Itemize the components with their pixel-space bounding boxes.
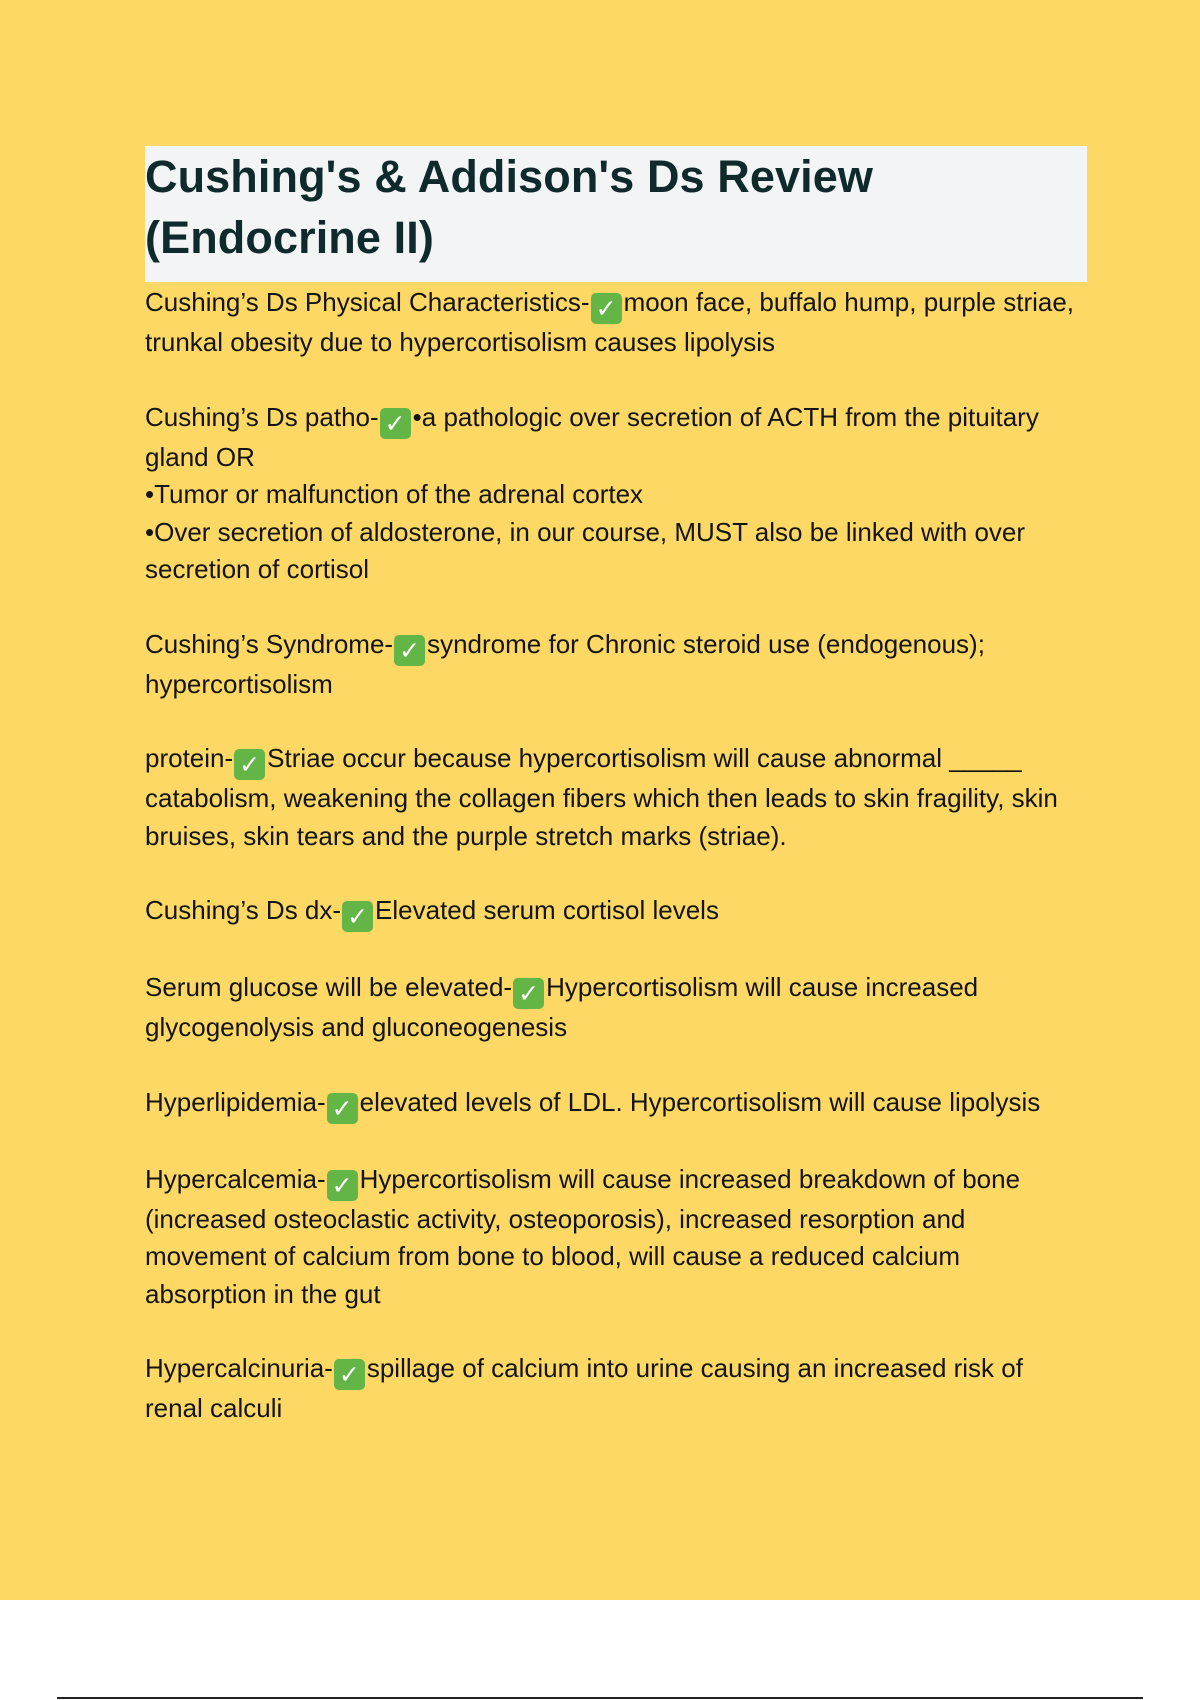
qa-term: Hypercalcemia- <box>145 1163 326 1194</box>
qa-list <box>145 284 1087 1428</box>
qa-item <box>145 284 1087 362</box>
qa-term: Hypercalcinuria- <box>145 1353 333 1383</box>
qa-answer: Hypercortisolism will cause increased glycogenolysis and gluconeogenesis <box>145 972 979 1042</box>
qa-bullet-line: •Over secretion of aldosterone, in our course, MUST also be linked with over secretion of cortisol <box>145 516 1026 584</box>
qa-term: Hyperlipidemia- <box>145 1086 326 1117</box>
qa-item <box>145 399 1087 589</box>
qa-term: Serum glucose will be elevated- <box>145 972 513 1002</box>
title-box <box>145 146 1087 282</box>
qa-answer: spillage of calcium into urine causing an increased risk of renal calculi <box>145 1353 1023 1423</box>
check-icon: ✓ <box>394 635 425 666</box>
qa-answer: elevated levels of LDL. Hypercortisolism will cause lipolysis <box>359 1086 1041 1117</box>
check-icon: ✓ <box>342 901 373 932</box>
qa-answer: moon face, buffalo hump, purple striae, trunkal obesity due to hypercortisolism causes lipolysis <box>145 287 1075 357</box>
qa-answer: Elevated serum cortisol levels <box>375 895 719 925</box>
qa-answer: syndrome for Chronic steroid use (endogenous); hypercortisolism <box>145 628 985 699</box>
qa-answer: •a pathologic over secretion of ACTH from the pituitary gland OR <box>145 401 1039 472</box>
qa-item <box>145 892 1087 932</box>
qa-item <box>145 1084 1087 1124</box>
check-icon: ✓ <box>380 408 411 439</box>
qa-term: protein- <box>145 743 234 773</box>
qa-bullet-line: •Tumor or malfunction of the adrenal cortex <box>145 479 644 509</box>
page-divider <box>57 1697 1143 1699</box>
qa-item <box>145 626 1087 704</box>
check-icon: ✓ <box>327 1170 358 1201</box>
qa-item <box>145 1161 1087 1314</box>
qa-item <box>145 740 1087 855</box>
document-title <box>145 146 1083 268</box>
qa-term: Cushing’s Ds dx- <box>145 895 342 925</box>
qa-item <box>145 1350 1087 1428</box>
qa-answer: Hypercortisolism will cause increased breakdown of bone (increased osteoclastic activity, osteoporosis), increased resorption and movement of calcium from bone to blood, will cause a reduced calcium absorption in the gut <box>145 1163 1021 1309</box>
qa-term: Cushing’s Syndrome- <box>145 628 394 659</box>
qa-answer: Striae occur because hypercortisolism will cause abnormal _____ catabolism, weakening the collagen fibers which then leads to skin fragility, skin bruises, skin tears and the purple stretch marks (striae). <box>145 743 1058 851</box>
qa-term: Cushing’s Ds patho- <box>145 401 379 432</box>
check-icon: ✓ <box>513 978 544 1009</box>
title-line-1: Cushing's & Addison's Ds Review <box>145 151 873 202</box>
qa-item <box>145 969 1087 1047</box>
check-icon: ✓ <box>327 1093 358 1124</box>
qa-term: Cushing’s Ds Physical Characteristics- <box>145 287 590 317</box>
check-icon: ✓ <box>591 293 622 324</box>
check-icon: ✓ <box>334 1359 365 1390</box>
check-icon: ✓ <box>234 749 265 780</box>
title-line-2: (Endocrine II) <box>145 212 434 263</box>
document-content <box>145 146 1087 1465</box>
